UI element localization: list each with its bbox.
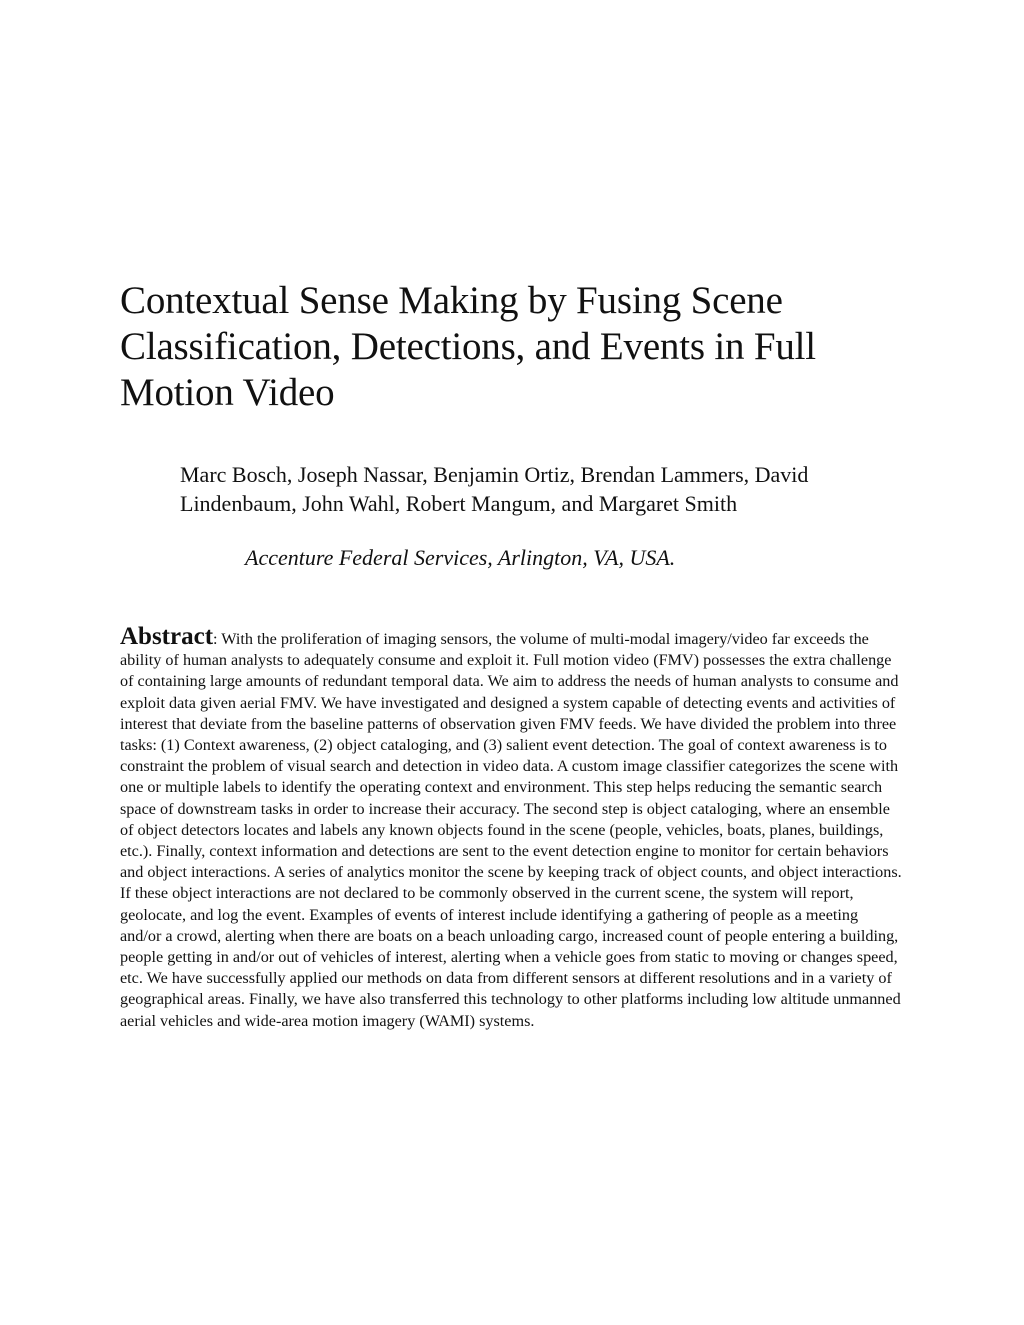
affiliation: Accenture Federal Services, Arlington, VA, USA. — [245, 545, 676, 570]
abstract-heading: Abstract — [120, 623, 214, 650]
abstract-separator: : — [213, 630, 222, 648]
abstract-paragraph — [120, 623, 903, 1032]
abstract-text: With the proliferation of imaging sensors, the volume of multi-modal imagery/video far exceeds the ability of human analysts to adequately consume and exploit it. Full motion video (FMV) possesses the extra challenge of containing large amounts of redundant temporal data. We aim to address the needs of human analysts to consume and exploit data given aerial FMV. We have investigated and designed a system capable of detecting events and activities of interest that deviate from the baseline patterns of observation given FMV feeds. We have divided the problem into three tasks: (1) Context awareness, (2) object cataloging, and (3) salient event detection. The goal of context awareness is to constraint the problem of visual search and detection in video data. A custom image classifier categorizes the scene with one or multiple labels to identify the operating context and environment. This step helps reducing the semantic search space of downstream tasks in order to increase their accuracy. The second step is object cataloging, where an ensemble of object detectors locates and labels any known objects found in the scene (people, vehicles, boats, planes, buildings, etc.). Finally, context information and detections are sent to the event detection engine to monitor for certain behaviors and object interactions. A series of analytics monitor the scene by keeping track of object counts, and object interactions. If these object interactions are not declared to be commonly observed in the current scene, the system will report, geolocate, and log the event. Examples of events of interest include identifying a gathering of people as a meeting and/or a crowd, alerting when there are boats on a beach unloading cargo, increased count of people entering a building, people getting in and/or out of vehicles of interest, alerting when a vehicle goes from static to moving or changes speed, etc. We have successfully applied our methods on data from different sensors at different resolutions and in a variety of geographical areas. Finally, we have also transferred this technology to other platforms including low altitude unmanned aerial vehicles and wide-area motion imagery (WAMI) systems. — [120, 630, 902, 1030]
paper-title: Contextual Sense Making by Fusing Scene Classification, Detections, and Events in Full Motion Video — [120, 279, 816, 414]
author-list: Marc Bosch, Joseph Nassar, Benjamin Ortiz, Brendan Lammers, David Lindenbaum, John Wahl, Robert Mangum, and Margaret Smith — [180, 462, 809, 516]
